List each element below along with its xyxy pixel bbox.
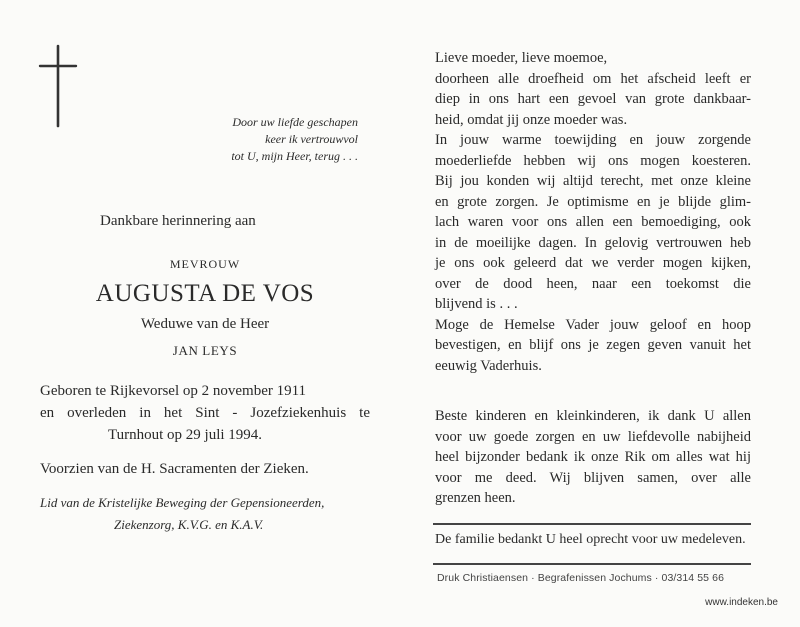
bio-line: en overleden in het Sint - Jozefziekenhuis te (40, 405, 370, 421)
widow-line: Weduwe van de Heer (140, 316, 270, 332)
letter-line: eeuwig Vaderhuis. (435, 357, 542, 374)
cross-icon (38, 44, 78, 128)
membership-line: Lid van de Kristelijke Beweging der Gepensioneerden, (40, 495, 325, 510)
closing-line: voor uw goede zorgen en uw liefdevolle nabijheid (435, 428, 751, 445)
membership-line: Ziekenzorg, K.V.G. en K.A.V. (114, 517, 264, 532)
letter-line: blijvend is . . . (435, 296, 518, 312)
bio-line: Turnhout op 29 juli 1994. (108, 427, 263, 443)
poem-line: keer ik vertrouwvol (265, 132, 358, 146)
letter-line: en grote zorgen. Je optimisme en je blijde glim- (435, 193, 751, 210)
family-thanks: De familie bedankt U heel oprecht voor uw medeleven. (435, 532, 746, 547)
letter-line: Moge de Hemelse Vader jouw geloof en hoop (435, 316, 751, 333)
membership (40, 492, 362, 536)
letter-line: Bij jou konden wij altijd terecht, met onze kleine (435, 173, 751, 189)
letter-line: in de moeilijke dagen. In gelovig vertrouwen heb (435, 234, 751, 251)
letter-line: over de dood heen, naar een toekomst die (435, 275, 751, 292)
poem (190, 114, 358, 165)
deceased-name: AUGUSTA DE VOS (95, 280, 315, 307)
letter-line: lach waren voor ons allen een bemoediging, ook (435, 214, 751, 230)
divider (433, 523, 751, 525)
closing-note (435, 406, 751, 509)
letter-line: doorheen alle droefheid om het afscheid leeft er (435, 70, 751, 87)
closing-line: Beste kinderen en kleinkinderen, ik dank U allen (435, 408, 751, 424)
divider (433, 563, 751, 565)
letter-line: bevestigen, en blijf ons je zegen geven vanuit het (435, 337, 751, 353)
memorial-intro: Dankbare herinnering aan (100, 213, 256, 229)
letter-line: diep in ons hart een gevoel van grote dankbaar- (435, 91, 751, 107)
closing-line: grenzen heen. (435, 490, 516, 506)
husband-name: JAN LEYS (172, 343, 238, 358)
printer-credit: Druk Christiaensen · Begrafenissen Jochums · 03/314 55 66 (437, 572, 725, 584)
letter-line: heid, omdat jij onze moeder was. (435, 111, 628, 128)
letter-line: Lieve moeder, lieve moemoe, (435, 50, 608, 66)
letter-line: je ons ook geleerd dat we verder mogen kijken, (435, 255, 751, 271)
letter-line: In jouw warme toewijding en jouw zorgende (435, 132, 751, 148)
poem-line: tot U, mijn Heer, terug . . . (231, 149, 358, 163)
closing-line: heel bijzonder bedank ik onze Rik om alles wat hij (435, 449, 751, 465)
bio-line: Geboren te Rijkevorsel op 2 november 1911 (40, 383, 307, 399)
biography (40, 380, 370, 446)
poem-line: Door uw liefde geschapen (232, 115, 358, 129)
watermark: www.indeken.be (705, 597, 778, 608)
closing-line: voor me deed. Wij blijven samen, over alle (435, 469, 751, 486)
letter-line: moederliefde hebben wij ons mogen koesteren. (435, 152, 751, 169)
honorific: MEVROUW (169, 257, 241, 271)
farewell-letter (435, 48, 751, 376)
sacraments-line: Voorzien van de H. Sacramenten der Zieken. (40, 461, 309, 477)
